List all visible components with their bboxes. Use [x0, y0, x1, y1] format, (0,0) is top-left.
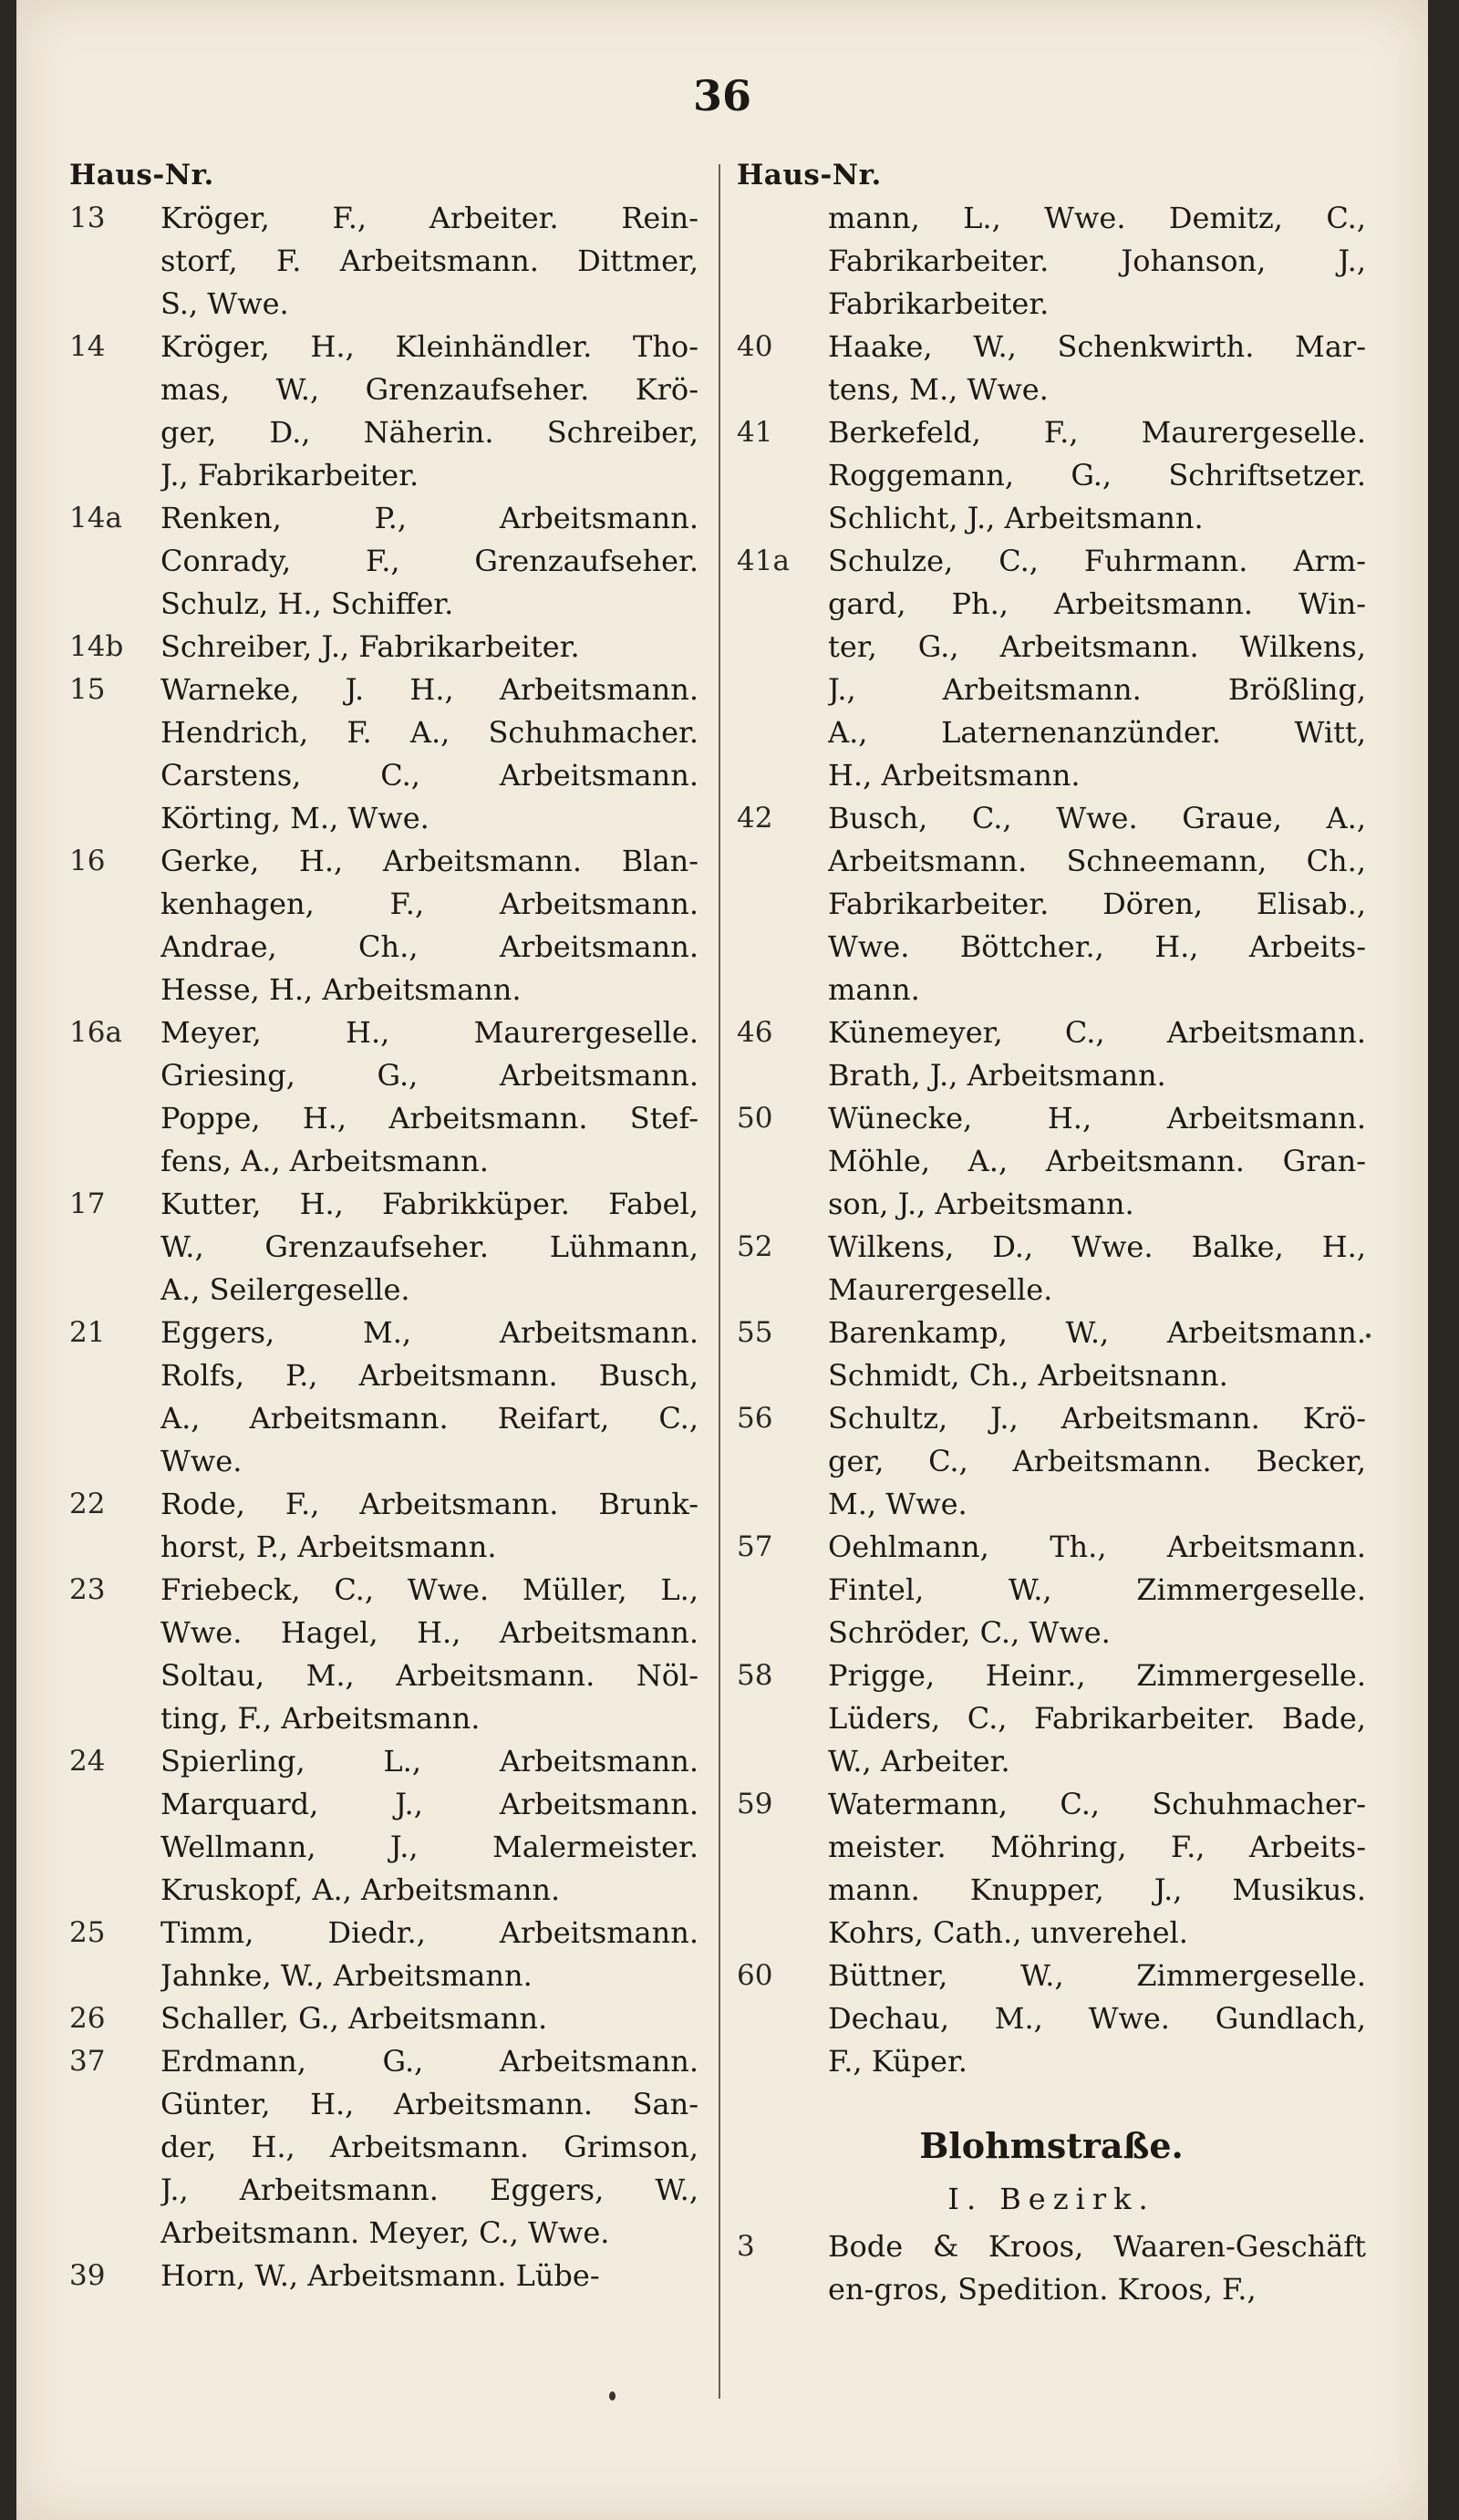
- entry-text: [160, 840, 698, 1011]
- directory-entry: [69, 1912, 698, 1997]
- entry-line: meister. Möhring, F., Arbeits-: [828, 1830, 1366, 1864]
- left-column-header: Haus-Nr.: [69, 159, 214, 192]
- house-number: 21: [69, 1316, 106, 1349]
- directory-entry: [737, 197, 1366, 326]
- entry-line: Kruskopf, A., Arbeitsmann.: [160, 1872, 561, 1907]
- entry-line: Wellmann, J., Malermeister.: [160, 1830, 698, 1864]
- entry-text: [828, 1955, 1366, 2083]
- entry-text: [828, 1526, 1366, 1654]
- right-column: [737, 153, 1366, 2311]
- entry-text: [160, 1312, 698, 1483]
- directory-entry: [69, 497, 698, 626]
- house-number: 15: [69, 673, 106, 706]
- entry-text: [828, 326, 1366, 411]
- directory-entry: [737, 1312, 1366, 1397]
- left-column: [69, 153, 698, 2297]
- entry-line: kenhagen, F., Arbeitsmann.: [160, 887, 698, 921]
- entry-line: ting, F., Arbeitsmann.: [160, 1701, 481, 1736]
- book-page: [16, 0, 1428, 2520]
- directory-entry: [69, 669, 698, 840]
- entry-line: Kröger, F., Arbeiter. Rein-: [160, 201, 698, 235]
- entry-line: A., Laternenanzünder. Witt,: [828, 715, 1366, 750]
- entry-line: Gerke, H., Arbeitsmann. Blan-: [160, 844, 698, 878]
- page-number: 36: [692, 71, 751, 120]
- entry-text: [828, 1226, 1366, 1312]
- directory-entry: [737, 540, 1366, 797]
- entry-line: Wwe. Hagel, H., Arbeitsmann.: [160, 1615, 698, 1650]
- house-number: 16a: [69, 1016, 122, 1049]
- house-number: 14a: [69, 502, 122, 534]
- entry-line: Renken, P., Arbeitsmann.: [160, 501, 698, 535]
- house-number: 58: [737, 1659, 773, 1692]
- entry-line: Kröger, H., Kleinhändler. Tho-: [160, 329, 698, 364]
- entry-line: Jahnke, W., Arbeitsmann.: [160, 1958, 533, 1993]
- house-number: 14: [69, 330, 106, 363]
- directory-entry: [69, 2040, 698, 2255]
- entry-line: Brath, J., Arbeitsmann.: [828, 1058, 1166, 1093]
- house-number: 25: [69, 1916, 106, 1949]
- house-number: 59: [737, 1788, 773, 1820]
- entry-line: Arbeitsmann. Meyer, C., Wwe.: [160, 2215, 610, 2250]
- entry-line: H., Arbeitsmann.: [828, 758, 1081, 793]
- entry-text: [160, 1997, 698, 2040]
- house-number: 46: [737, 1016, 773, 1049]
- entry-line: mann. Knupper, J., Musikus.: [828, 1872, 1366, 1907]
- entry-line: Warneke, J. H., Arbeitsmann.: [160, 672, 698, 707]
- directory-entry: [69, 840, 698, 1011]
- entry-line: Schlicht, J., Arbeitsmann.: [828, 501, 1204, 535]
- directory-entry: [737, 1097, 1366, 1226]
- entry-line: Horn, W., Arbeitsmann. Lübe-: [160, 2258, 600, 2293]
- left-entries: [69, 197, 698, 2297]
- entry-line: M., Wwe.: [828, 1487, 967, 1521]
- directory-entry: [69, 1569, 698, 1740]
- house-number: 23: [69, 1573, 106, 1606]
- entry-line: Fabrikarbeiter. Dören, Elisab.,: [828, 887, 1366, 921]
- entry-line: W., Grenzaufseher. Lühmann,: [160, 1229, 698, 1264]
- entry-line: Schröder, C., Wwe.: [828, 1615, 1111, 1650]
- entry-line: Wwe. Böttcher., H., Arbeits-: [828, 929, 1366, 964]
- directory-entry: [69, 326, 698, 497]
- entry-text: [828, 197, 1366, 326]
- house-number: 13: [69, 202, 106, 234]
- right-column-header: Haus-Nr.: [737, 159, 882, 192]
- entry-line: J., Arbeitsmann. Brößling,: [828, 672, 1366, 707]
- entry-line: F., Küper.: [828, 2044, 967, 2079]
- directory-entry: [737, 1955, 1366, 2083]
- ink-speck: [1366, 1333, 1371, 1338]
- entry-line: W., Arbeiter.: [828, 1744, 1010, 1779]
- column-divider: [719, 164, 720, 2399]
- entry-line: Lüders, C., Fabrikarbeiter. Bade,: [828, 1701, 1366, 1736]
- street-entries: [737, 2225, 1366, 2311]
- directory-entry: [69, 1312, 698, 1483]
- entry-line: Maurergeselle.: [828, 1272, 1053, 1307]
- entry-line: Hendrich, F. A., Schuhmacher.: [160, 715, 698, 750]
- directory-entry: [69, 197, 698, 326]
- entry-line: Marquard, J., Arbeitsmann.: [160, 1787, 698, 1821]
- entry-line: Bode & Kroos, Waaren-Geschäft: [828, 2229, 1366, 2264]
- house-number: [737, 197, 828, 326]
- entry-line: Rode, F., Arbeitsmann. Brunk-: [160, 1487, 698, 1521]
- entry-line: S., Wwe.: [160, 286, 289, 321]
- entry-line: Kutter, H., Fabrikküper. Fabel,: [160, 1187, 698, 1221]
- entry-line: fens, A., Arbeitsmann.: [160, 1144, 489, 1178]
- entry-line: mas, W., Grenzaufseher. Krö-: [160, 372, 698, 407]
- entry-text: [160, 1740, 698, 1912]
- entry-line: son, J., Arbeitsmann.: [828, 1187, 1134, 1221]
- entry-text: [160, 626, 698, 669]
- entry-line: Roggemann, G., Schriftsetzer.: [828, 458, 1366, 493]
- entry-line: gard, Ph., Arbeitsmann. Win-: [828, 586, 1366, 621]
- entry-text: [160, 1569, 698, 1740]
- directory-entry: [69, 626, 698, 669]
- entry-line: Meyer, H., Maurergeselle.: [160, 1015, 698, 1050]
- entry-text: [828, 797, 1366, 1011]
- directory-entry: [737, 1226, 1366, 1312]
- directory-entry: [69, 1740, 698, 1912]
- directory-entry: [69, 1183, 698, 1312]
- entry-text: [828, 1783, 1366, 1955]
- entry-text: [160, 497, 698, 626]
- house-number: 24: [69, 1745, 106, 1778]
- entry-line: Spierling, L., Arbeitsmann.: [160, 1744, 698, 1779]
- directory-entry: [737, 797, 1366, 1011]
- house-number: 39: [69, 2259, 106, 2292]
- house-number: 22: [69, 1488, 106, 1520]
- street-heading: Blohmstraße.: [919, 2125, 1184, 2166]
- entry-line: Schulz, H., Schiffer.: [160, 586, 454, 621]
- entry-line: Carstens, C., Arbeitsmann.: [160, 758, 698, 793]
- house-number: 40: [737, 330, 773, 363]
- entry-text: [160, 669, 698, 840]
- entry-line: Griesing, G., Arbeitsmann.: [160, 1058, 698, 1093]
- entry-line: Günter, H., Arbeitsmann. San-: [160, 2087, 698, 2121]
- entry-text: [160, 2040, 698, 2255]
- entry-line: ger, C., Arbeitsmann. Becker,: [828, 1444, 1366, 1478]
- entry-line: Soltau, M., Arbeitsmann. Nöl-: [160, 1658, 698, 1693]
- entry-line: Haake, W., Schenkwirth. Mar-: [828, 329, 1366, 364]
- house-number: 55: [737, 1316, 773, 1349]
- entry-line: Berkefeld, F., Maurergeselle.: [828, 415, 1366, 450]
- entry-text: [828, 1312, 1366, 1397]
- entry-line: Schaller, G., Arbeitsmann.: [160, 2001, 548, 2036]
- entry-text: [160, 197, 698, 326]
- entry-line: Barenkamp, W., Arbeitsmann.: [828, 1315, 1366, 1350]
- entry-text: [160, 326, 698, 497]
- entry-text: [160, 1483, 698, 1569]
- entry-line: J., Fabrikarbeiter.: [160, 458, 419, 493]
- entry-text: [828, 1097, 1366, 1226]
- entry-line: tens, M., Wwe.: [828, 372, 1049, 407]
- entry-line: Busch, C., Wwe. Graue, A.,: [828, 801, 1366, 835]
- house-number: 17: [69, 1187, 106, 1220]
- entry-line: Watermann, C., Schuhmacher-: [828, 1787, 1366, 1821]
- entry-line: Wwe.: [160, 1444, 243, 1478]
- entry-line: Fintel, W., Zimmergeselle.: [828, 1572, 1366, 1607]
- entry-line: ter, G., Arbeitsmann. Wilkens,: [828, 629, 1366, 664]
- entry-line: J., Arbeitsmann. Eggers, W.,: [160, 2173, 698, 2207]
- ink-speck: [609, 2391, 616, 2401]
- entry-line: Wünecke, H., Arbeitsmann.: [828, 1101, 1366, 1136]
- entry-line: Friebeck, C., Wwe. Müller, L.,: [160, 1572, 698, 1607]
- entry-line: Fabrikarbeiter. Johanson, J.,: [828, 244, 1366, 278]
- entry-line: der, H., Arbeitsmann. Grimson,: [160, 2130, 698, 2164]
- entry-line: Timm, Diedr., Arbeitsmann.: [160, 1915, 698, 1950]
- entry-line: Schmidt, Ch., Arbeitsnann.: [828, 1358, 1228, 1393]
- entry-line: Andrae, Ch., Arbeitsmann.: [160, 929, 698, 964]
- entry-line: Kohrs, Cath., unverehel.: [828, 1915, 1188, 1950]
- house-number: 26: [69, 2002, 106, 2035]
- directory-entry: [737, 1654, 1366, 1783]
- house-number: 60: [737, 1959, 773, 1992]
- house-number: 3: [737, 2230, 755, 2263]
- entry-text: [160, 1011, 698, 1183]
- entry-line: Oehlmann, Th., Arbeitsmann.: [828, 1530, 1366, 1564]
- entry-line: Wilkens, D., Wwe. Balke, H.,: [828, 1229, 1366, 1264]
- right-entries: [737, 197, 1366, 2083]
- entry-line: horst, P., Arbeitsmann.: [160, 1530, 497, 1564]
- entry-line: Schreiber, J., Fabrikarbeiter.: [160, 629, 580, 664]
- entry-text: [828, 1397, 1366, 1526]
- entry-line: A., Seilergeselle.: [160, 1272, 410, 1307]
- entry-line: en-gros, Spedition. Kroos, F.,: [828, 2272, 1257, 2307]
- entry-text: [828, 1654, 1366, 1783]
- district-heading: I. Bezirk.: [947, 2182, 1155, 2216]
- entry-text: [828, 2225, 1366, 2311]
- entry-line: Schultz, J., Arbeitsmann. Krö-: [828, 1401, 1366, 1436]
- directory-entry: [737, 1783, 1366, 1955]
- entry-line: Arbeitsmann. Schneemann, Ch.,: [828, 844, 1366, 878]
- entry-text: [160, 2255, 698, 2297]
- directory-entry: [69, 1997, 698, 2040]
- entry-line: Erdmann, G., Arbeitsmann.: [160, 2044, 698, 2079]
- entry-line: Rolfs, P., Arbeitsmann. Busch,: [160, 1358, 698, 1393]
- directory-entry: [737, 411, 1366, 540]
- directory-entry: [737, 1526, 1366, 1654]
- entry-line: Künemeyer, C., Arbeitsmann.: [828, 1015, 1366, 1050]
- house-number: 14b: [69, 630, 124, 663]
- house-number: 50: [737, 1102, 773, 1135]
- house-number: 37: [69, 2045, 106, 2078]
- house-number: 56: [737, 1402, 773, 1435]
- directory-entry: [69, 2255, 698, 2297]
- entry-line: ger, D., Näherin. Schreiber,: [160, 415, 698, 450]
- house-number: 41: [737, 416, 773, 449]
- entry-line: Poppe, H., Arbeitsmann. Stef-: [160, 1101, 698, 1136]
- entry-line: Büttner, W., Zimmergeselle.: [828, 1958, 1366, 1993]
- house-number: 41a: [737, 544, 790, 577]
- entry-line: Möhle, A., Arbeitsmann. Gran-: [828, 1144, 1366, 1178]
- entry-line: Körting, M., Wwe.: [160, 801, 429, 835]
- entry-text: [828, 411, 1366, 540]
- directory-entry: [737, 1011, 1366, 1097]
- house-number: 57: [737, 1530, 773, 1563]
- entry-line: mann.: [828, 972, 920, 1007]
- directory-entry: [69, 1011, 698, 1183]
- directory-entry: [737, 326, 1366, 411]
- entry-text: [160, 1912, 698, 1997]
- entry-line: Prigge, Heinr., Zimmergeselle.: [828, 1658, 1366, 1693]
- entry-line: A., Arbeitsmann. Reifart, C.,: [160, 1401, 698, 1436]
- entry-line: Schulze, C., Fuhrmann. Arm-: [828, 544, 1366, 578]
- directory-entry: [737, 2225, 1366, 2311]
- entry-line: Fabrikarbeiter.: [828, 286, 1050, 321]
- entry-line: Conrady, F., Grenzaufseher.: [160, 544, 698, 578]
- entry-text: [828, 540, 1366, 797]
- house-number: 42: [737, 802, 773, 835]
- entry-line: mann, L., Wwe. Demitz, C.,: [828, 201, 1366, 235]
- entry-line: Hesse, H., Arbeitsmann.: [160, 972, 522, 1007]
- directory-entry: [69, 1483, 698, 1569]
- house-number: 52: [737, 1230, 773, 1263]
- entry-line: Eggers, M., Arbeitsmann.: [160, 1315, 698, 1350]
- entry-line: Dechau, M., Wwe. Gundlach,: [828, 2001, 1366, 2036]
- entry-text: [160, 1183, 698, 1312]
- entry-text: [828, 1011, 1366, 1097]
- entry-line: storf, F. Arbeitsmann. Dittmer,: [160, 244, 698, 278]
- house-number: 16: [69, 845, 106, 877]
- directory-entry: [737, 1397, 1366, 1526]
